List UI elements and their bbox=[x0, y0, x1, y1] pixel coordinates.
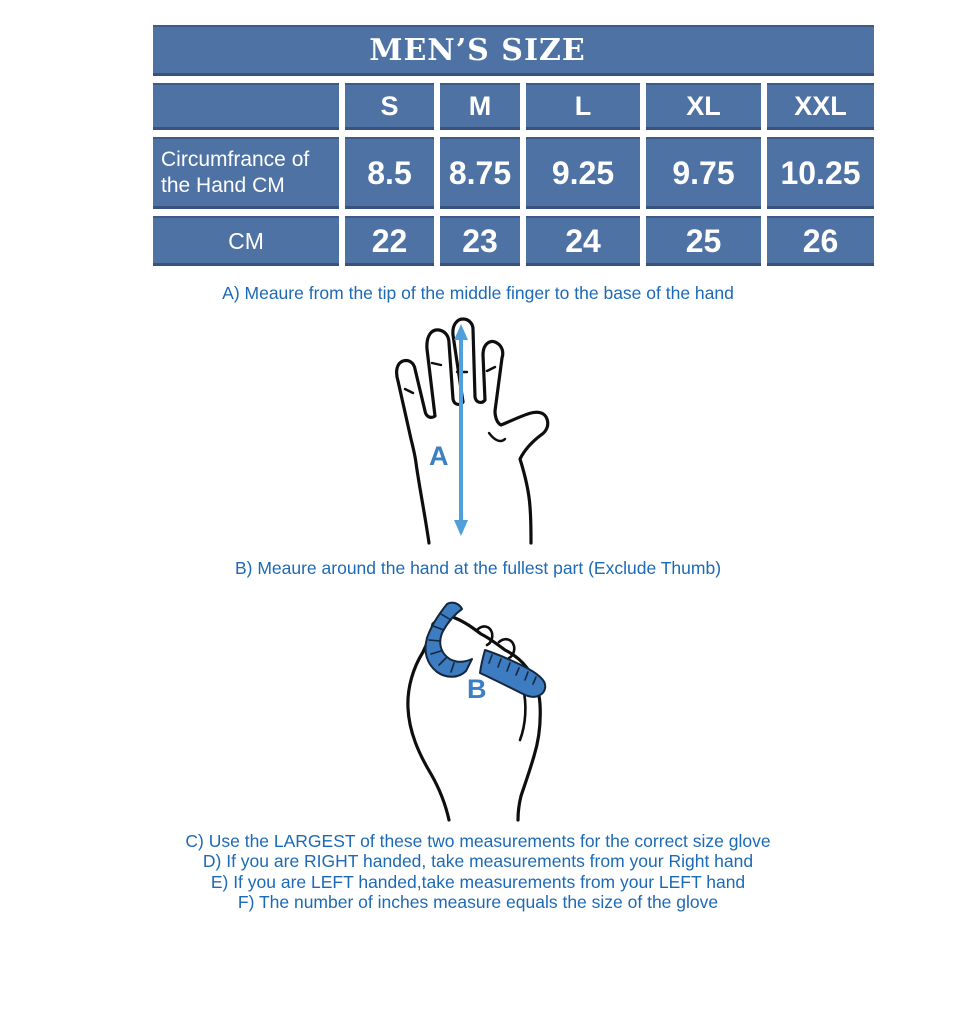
row-label-cm: CM bbox=[153, 216, 339, 266]
diagram-a-label: A bbox=[429, 441, 449, 471]
corner-cell bbox=[153, 83, 339, 130]
value-cell: 9.25 bbox=[526, 137, 640, 209]
instruction-d: D) If you are RIGHT handed, take measurements from your Right hand bbox=[202, 851, 754, 872]
fist-illustration bbox=[393, 592, 568, 824]
value-cell: 22 bbox=[345, 216, 434, 266]
open-hand-illustration bbox=[383, 315, 557, 545]
instruction-e: E) If you are LEFT handed,take measurements from your LEFT hand bbox=[210, 871, 746, 892]
value-cell: 26 bbox=[767, 216, 874, 266]
mens-size-table bbox=[153, 25, 874, 266]
value-cell: 9.75 bbox=[646, 137, 761, 209]
fist-diagram bbox=[393, 592, 568, 824]
diagram-b-label: B bbox=[467, 674, 487, 704]
size-header-m: M bbox=[440, 83, 520, 130]
size-header-l: L bbox=[526, 83, 640, 130]
hand-outline bbox=[397, 319, 548, 543]
instruction-f: F) The number of inches measure equals the size of the glove bbox=[237, 892, 719, 913]
row-label-circumference: Circumfrance of the Hand CM bbox=[153, 137, 339, 209]
instructions-c-f bbox=[8, 831, 948, 913]
instruction-c: C) Use the LARGEST of these two measurements for the correct size glove bbox=[185, 831, 771, 851]
value-cell: 8.75 bbox=[440, 137, 520, 209]
open-hand-diagram bbox=[383, 315, 557, 545]
size-header-xxl: XXL bbox=[767, 83, 874, 130]
value-cell: 23 bbox=[440, 216, 520, 266]
value-cell: 24 bbox=[526, 216, 640, 266]
size-header-s: S bbox=[345, 83, 434, 130]
instruction-b: B) Meaure around the hand at the fullest part (Exclude Thumb) bbox=[234, 558, 722, 578]
value-cell: 10.25 bbox=[767, 137, 874, 209]
size-header-xl: XL bbox=[646, 83, 761, 130]
value-cell: 25 bbox=[646, 216, 761, 266]
value-cell: 8.5 bbox=[345, 137, 434, 209]
table-title: MEN’S SIZE bbox=[153, 25, 874, 76]
instruction-a: A) Meaure from the tip of the middle finger to the base of the hand bbox=[222, 283, 734, 303]
